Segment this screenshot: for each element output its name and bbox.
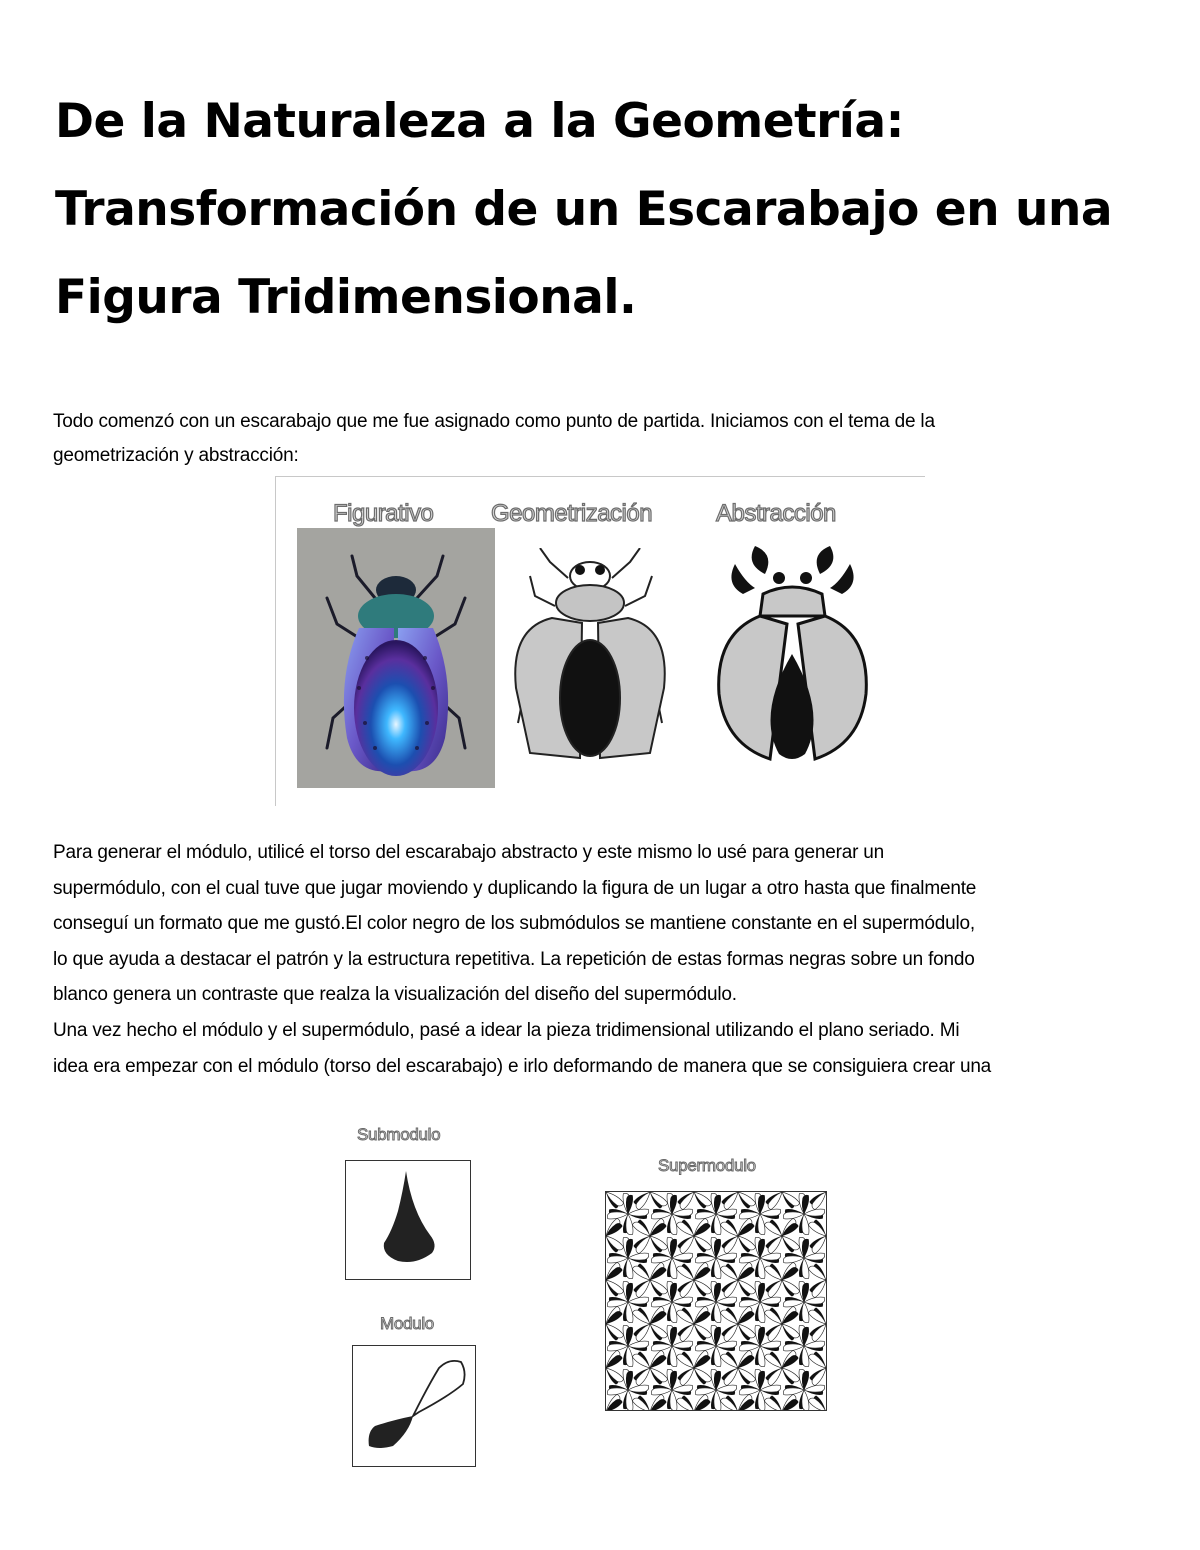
submodule-box — [345, 1160, 471, 1280]
title-line-3: Figura Tridimensional. — [55, 270, 637, 325]
title-line-1: De la Naturaleza a la Geometría: — [55, 94, 904, 149]
label-geometrizacion: Geometrización — [491, 500, 653, 527]
figure-border-top — [275, 476, 925, 477]
body-line-7: idea era empezar con el módulo (torso del escarabajo) e irlo deformando de manera que se consiguiera crear una — [53, 1055, 992, 1077]
geometric-beetle-image — [510, 548, 670, 776]
submodule-shape — [346, 1161, 470, 1279]
figurative-beetle-image — [297, 528, 495, 788]
figure-border-left — [275, 476, 276, 806]
body-paragraph — [53, 835, 1163, 1084]
document-title — [55, 78, 1165, 342]
body-line-6: Una vez hecho el módulo y el supermódulo, pasé a idear la pieza tridimensional utilizando el plano seriado. Mi — [53, 1019, 960, 1041]
module-shape — [353, 1346, 475, 1466]
intro-line-2: geometrización y abstracción: — [53, 445, 299, 466]
module-box — [352, 1345, 476, 1467]
body-line-2: supermódulo, con el cual tuve que jugar moviendo y duplicando la figura de un lugar a otro hasta que finalmente — [53, 877, 977, 899]
supermodule-pattern — [606, 1192, 826, 1410]
label-supermodulo: Supermodulo — [658, 1156, 756, 1175]
body-line-1: Para generar el módulo, utilicé el torso del escarabajo abstracto y este mismo lo usé para generar un — [53, 842, 885, 863]
beetle-transformation-figure — [275, 476, 925, 806]
intro-line-1: Todo comenzó con un escarabajo que me fue asignado como punto de partida. Iniciamos con el tema de la — [53, 411, 935, 432]
label-abstraccion: Abstracción — [716, 500, 836, 527]
abstract-beetle-image — [715, 544, 870, 768]
title-line-2: Transformación de un Escarabajo en una — [55, 182, 1113, 237]
label-figurativo: Figurativo — [333, 500, 434, 527]
label-modulo: Modulo — [380, 1314, 434, 1333]
body-line-5: blanco genera un contraste que realza la visualización del diseño del supermódulo. — [53, 984, 737, 1006]
supermodule-box — [605, 1191, 827, 1411]
intro-paragraph — [53, 405, 1163, 473]
label-submodulo: Submodulo — [357, 1125, 441, 1144]
body-line-3: conseguí un formato que me gustó.El color negro de los submódulos se mantiene constante en el supermódulo, — [53, 913, 975, 935]
body-line-4: lo que ayuda a destacar el patrón y la estructura repetitiva. La repetición de estas formas negras sobre un fondo — [53, 948, 975, 970]
